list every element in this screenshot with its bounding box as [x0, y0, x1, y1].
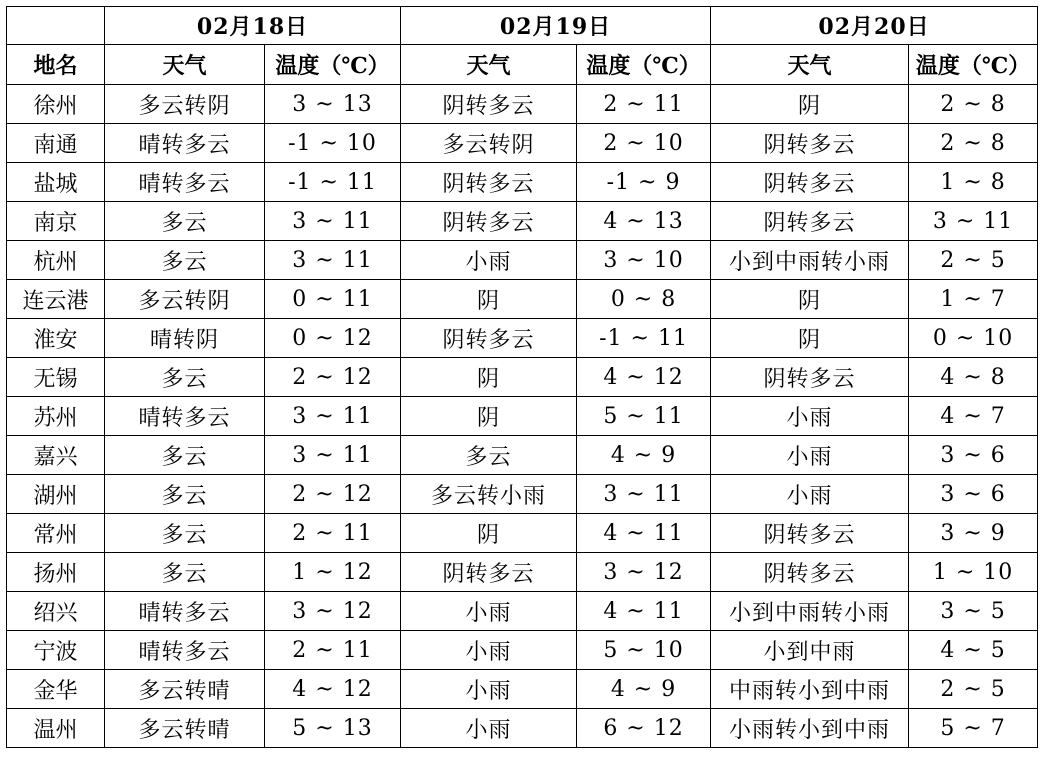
temperature-cell-day1: 3 ~ 11 [265, 202, 401, 241]
weather-cell-day2: 小雨 [401, 241, 577, 280]
weather-cell-day3: 小雨转小到中雨 [711, 709, 909, 748]
temperature-cell-day3: 3 ~ 11 [909, 202, 1038, 241]
city-cell: 常州 [7, 514, 105, 553]
weather-cell-day1: 多云转晴 [105, 709, 265, 748]
temperature-cell-day1: 2 ~ 12 [265, 475, 401, 514]
weather-cell-day1: 晴转多云 [105, 163, 265, 202]
weather-cell-day2: 小雨 [401, 709, 577, 748]
city-cell: 湖州 [7, 475, 105, 514]
weather-cell-day3: 阴 [711, 85, 909, 124]
weather-cell-day2: 阴转多云 [401, 319, 577, 358]
temperature-cell-day2: 6 ~ 12 [577, 709, 711, 748]
weather-cell-day1: 多云 [105, 514, 265, 553]
city-cell: 宁波 [7, 631, 105, 670]
weather-cell-day1: 多云 [105, 475, 265, 514]
weather-cell-day1: 晴转阴 [105, 319, 265, 358]
temperature-cell-day1: 2 ~ 11 [265, 514, 401, 553]
table-row [7, 514, 1038, 553]
temperature-cell-day3: 2 ~ 5 [909, 241, 1038, 280]
weather-forecast-table [6, 6, 1038, 748]
weather-cell-day2: 阴 [401, 514, 577, 553]
weather-cell-day1: 多云 [105, 553, 265, 592]
temperature-cell-day1: 3 ~ 11 [265, 397, 401, 436]
date-header-row [7, 7, 1038, 45]
weather-cell-day3: 小到中雨转小雨 [711, 592, 909, 631]
city-cell: 嘉兴 [7, 436, 105, 475]
temperature-cell-day2: -1 ~ 9 [577, 163, 711, 202]
table-row [7, 280, 1038, 319]
temperature-cell-day3: 1 ~ 8 [909, 163, 1038, 202]
weather-cell-day1: 多云 [105, 202, 265, 241]
weather-cell-day3: 阴转多云 [711, 124, 909, 163]
temperature-cell-day1: 3 ~ 11 [265, 436, 401, 475]
temperature-cell-day3: 3 ~ 6 [909, 436, 1038, 475]
city-column-header: 地名 [7, 45, 105, 85]
city-cell: 苏州 [7, 397, 105, 436]
table-row [7, 631, 1038, 670]
table-row [7, 397, 1038, 436]
temperature-column-header-day1: 温度（℃） [265, 45, 401, 85]
temperature-cell-day3: 1 ~ 7 [909, 280, 1038, 319]
weather-cell-day2: 阴转多云 [401, 163, 577, 202]
weather-cell-day3: 阴转多云 [711, 553, 909, 592]
city-cell: 金华 [7, 670, 105, 709]
weather-cell-day3: 阴转多云 [711, 514, 909, 553]
weather-cell-day1: 多云 [105, 358, 265, 397]
weather-cell-day3: 小雨 [711, 397, 909, 436]
weather-cell-day1: 多云转阴 [105, 85, 265, 124]
temperature-column-header-day3: 温度（℃） [909, 45, 1038, 85]
temperature-cell-day1: 3 ~ 12 [265, 592, 401, 631]
city-cell: 杭州 [7, 241, 105, 280]
city-cell: 徐州 [7, 85, 105, 124]
temperature-cell-day1: -1 ~ 10 [265, 124, 401, 163]
temperature-cell-day2: 4 ~ 11 [577, 514, 711, 553]
weather-cell-day3: 阴转多云 [711, 202, 909, 241]
city-cell: 无锡 [7, 358, 105, 397]
temperature-cell-day2: 0 ~ 8 [577, 280, 711, 319]
temperature-cell-day3: 2 ~ 8 [909, 124, 1038, 163]
city-cell: 南京 [7, 202, 105, 241]
temperature-cell-day2: 4 ~ 13 [577, 202, 711, 241]
temperature-cell-day2: 2 ~ 11 [577, 85, 711, 124]
weather-cell-day3: 小到中雨转小雨 [711, 241, 909, 280]
weather-cell-day1: 多云转阴 [105, 280, 265, 319]
weather-cell-day3: 小到中雨 [711, 631, 909, 670]
temperature-cell-day2: 5 ~ 10 [577, 631, 711, 670]
city-cell: 扬州 [7, 553, 105, 592]
weather-cell-day2: 多云 [401, 436, 577, 475]
weather-cell-day3: 阴转多云 [711, 163, 909, 202]
temperature-cell-day2: 4 ~ 12 [577, 358, 711, 397]
temperature-cell-day3: 0 ~ 10 [909, 319, 1038, 358]
table-row [7, 358, 1038, 397]
weather-cell-day2: 阴转多云 [401, 553, 577, 592]
weather-cell-day1: 晴转多云 [105, 631, 265, 670]
city-cell: 淮安 [7, 319, 105, 358]
date-header-day1: 02月18日 [105, 7, 401, 45]
temperature-cell-day1: 3 ~ 11 [265, 241, 401, 280]
temperature-cell-day1: 3 ~ 13 [265, 85, 401, 124]
weather-cell-day1: 晴转多云 [105, 592, 265, 631]
city-cell: 连云港 [7, 280, 105, 319]
city-cell: 盐城 [7, 163, 105, 202]
temperature-cell-day3: 5 ~ 7 [909, 709, 1038, 748]
temperature-cell-day1: 5 ~ 13 [265, 709, 401, 748]
weather-cell-day1: 多云 [105, 241, 265, 280]
weather-cell-day2: 小雨 [401, 631, 577, 670]
weather-cell-day3: 阴 [711, 319, 909, 358]
temperature-cell-day1: 2 ~ 11 [265, 631, 401, 670]
weather-cell-day2: 阴转多云 [401, 85, 577, 124]
weather-cell-day2: 阴 [401, 397, 577, 436]
temperature-cell-day3: 4 ~ 5 [909, 631, 1038, 670]
temperature-cell-day2: 4 ~ 9 [577, 670, 711, 709]
city-cell: 绍兴 [7, 592, 105, 631]
table-row [7, 709, 1038, 748]
weather-cell-day2: 多云转小雨 [401, 475, 577, 514]
temperature-cell-day2: 4 ~ 11 [577, 592, 711, 631]
table-row [7, 670, 1038, 709]
temperature-cell-day3: 2 ~ 5 [909, 670, 1038, 709]
weather-cell-day1: 晴转多云 [105, 397, 265, 436]
weather-cell-day2: 阴 [401, 358, 577, 397]
temperature-cell-day3: 1 ~ 10 [909, 553, 1038, 592]
date-header-day2: 02月19日 [401, 7, 711, 45]
table-row [7, 436, 1038, 475]
temperature-cell-day3: 3 ~ 5 [909, 592, 1038, 631]
temperature-cell-day1: 0 ~ 12 [265, 319, 401, 358]
weather-cell-day1: 多云 [105, 436, 265, 475]
temperature-column-header-day2: 温度（℃） [577, 45, 711, 85]
temperature-cell-day2: 5 ~ 11 [577, 397, 711, 436]
weather-cell-day2: 多云转阴 [401, 124, 577, 163]
corner-cell [7, 7, 105, 45]
table-row [7, 553, 1038, 592]
table-row [7, 592, 1038, 631]
table-row [7, 163, 1038, 202]
temperature-cell-day3: 3 ~ 9 [909, 514, 1038, 553]
weather-column-header-day3: 天气 [711, 45, 909, 85]
table-row [7, 475, 1038, 514]
temperature-cell-day3: 3 ~ 6 [909, 475, 1038, 514]
weather-cell-day3: 小雨 [711, 475, 909, 514]
weather-cell-day3: 小雨 [711, 436, 909, 475]
weather-cell-day3: 中雨转小到中雨 [711, 670, 909, 709]
table-row [7, 319, 1038, 358]
temperature-cell-day1: 2 ~ 12 [265, 358, 401, 397]
weather-cell-day2: 阴转多云 [401, 202, 577, 241]
temperature-cell-day3: 4 ~ 7 [909, 397, 1038, 436]
table-row [7, 202, 1038, 241]
table-row [7, 85, 1038, 124]
temperature-cell-day3: 2 ~ 8 [909, 85, 1038, 124]
weather-cell-day3: 阴转多云 [711, 358, 909, 397]
weather-cell-day2: 小雨 [401, 670, 577, 709]
city-cell: 温州 [7, 709, 105, 748]
date-header-day3: 02月20日 [711, 7, 1038, 45]
weather-cell-day2: 阴 [401, 280, 577, 319]
table-row [7, 241, 1038, 280]
weather-cell-day1: 晴转多云 [105, 124, 265, 163]
column-header-row [7, 45, 1038, 85]
weather-column-header-day1: 天气 [105, 45, 265, 85]
temperature-cell-day2: 2 ~ 10 [577, 124, 711, 163]
weather-column-header-day2: 天气 [401, 45, 577, 85]
table-row [7, 124, 1038, 163]
temperature-cell-day1: 1 ~ 12 [265, 553, 401, 592]
weather-cell-day2: 小雨 [401, 592, 577, 631]
city-cell: 南通 [7, 124, 105, 163]
temperature-cell-day2: 4 ~ 9 [577, 436, 711, 475]
temperature-cell-day2: 3 ~ 12 [577, 553, 711, 592]
temperature-cell-day2: -1 ~ 11 [577, 319, 711, 358]
temperature-cell-day1: 4 ~ 12 [265, 670, 401, 709]
temperature-cell-day2: 3 ~ 10 [577, 241, 711, 280]
forecast-body [7, 85, 1038, 748]
temperature-cell-day1: -1 ~ 11 [265, 163, 401, 202]
weather-cell-day3: 阴 [711, 280, 909, 319]
temperature-cell-day1: 0 ~ 11 [265, 280, 401, 319]
weather-cell-day1: 多云转晴 [105, 670, 265, 709]
temperature-cell-day3: 4 ~ 8 [909, 358, 1038, 397]
temperature-cell-day2: 3 ~ 11 [577, 475, 711, 514]
